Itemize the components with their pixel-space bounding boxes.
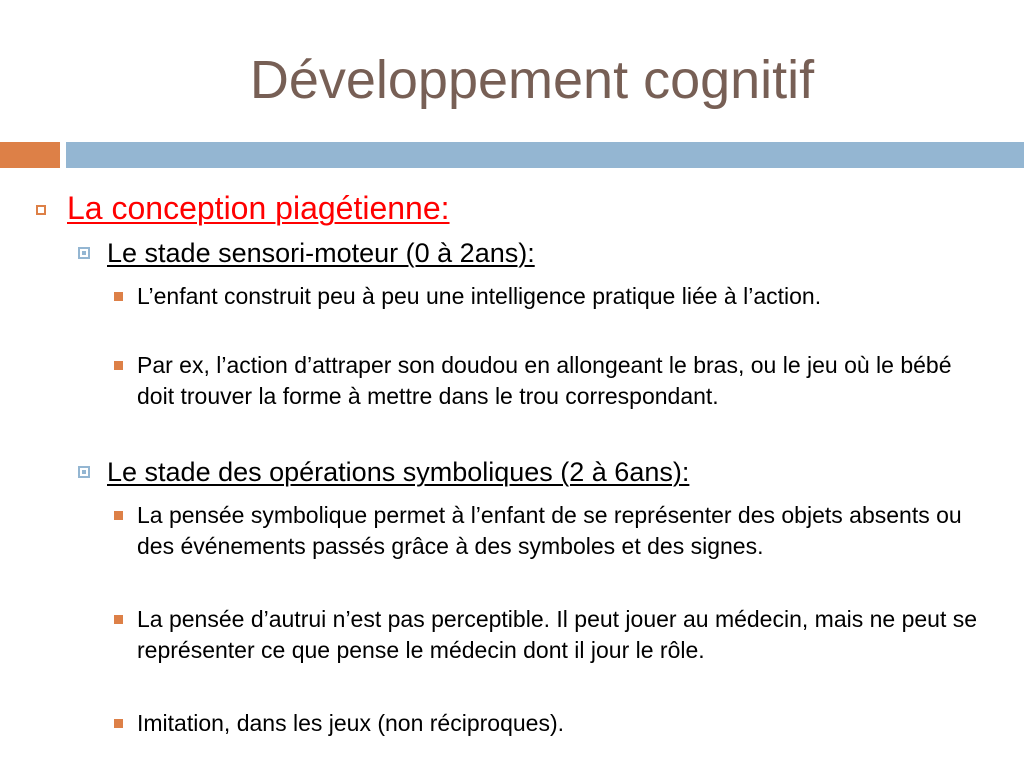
stage-label: Le stade sensori-moteur (0 à 2ans): <box>107 238 535 268</box>
stage-label: Le stade des opérations symboliques (2 à 6ans): <box>107 457 690 487</box>
stage-symbolic <box>78 455 689 489</box>
slide-title: Développement cognitif <box>249 50 815 110</box>
point-text: Par ex, l’action d’attraper son doudou en allongeant le bras, ou le jeu où le bébé doit trouver la forme à mettre dans le trou correspondant. <box>137 352 952 409</box>
list-item <box>114 604 994 666</box>
framed-square-bullet-icon <box>78 247 90 259</box>
point-text: La pensée d’autrui n’est pas perceptible. Il peut jouer au médecin, mais ne peut se représenter ce que pense le médecin dont il jour le rôle. <box>137 606 978 663</box>
hollow-square-bullet-icon <box>36 205 46 215</box>
filled-square-bullet-icon <box>114 361 123 370</box>
title-divider-blue <box>66 142 1024 168</box>
title-divider-orange <box>0 142 60 168</box>
filled-square-bullet-icon <box>114 615 123 624</box>
heading-text: La conception piagétienne: <box>67 190 450 226</box>
point-text: Imitation, dans les jeux (non réciproques). <box>137 710 564 736</box>
filled-square-bullet-icon <box>114 719 123 728</box>
framed-square-bullet-icon <box>78 466 90 478</box>
filled-square-bullet-icon <box>114 292 123 301</box>
point-text: L’enfant construit peu à peu une intelligence pratique liée à l’action. <box>137 283 822 309</box>
list-item <box>114 350 994 412</box>
list-item <box>114 500 994 562</box>
point-text: La pensée symbolique permet à l’enfant de se représenter des objets absents ou des événements passés grâce à des symboles et des signes. <box>137 502 962 559</box>
filled-square-bullet-icon <box>114 511 123 520</box>
list-item <box>114 281 994 312</box>
heading-item <box>36 188 450 228</box>
list-item <box>114 708 994 739</box>
stage-sensorimotor <box>78 236 535 270</box>
